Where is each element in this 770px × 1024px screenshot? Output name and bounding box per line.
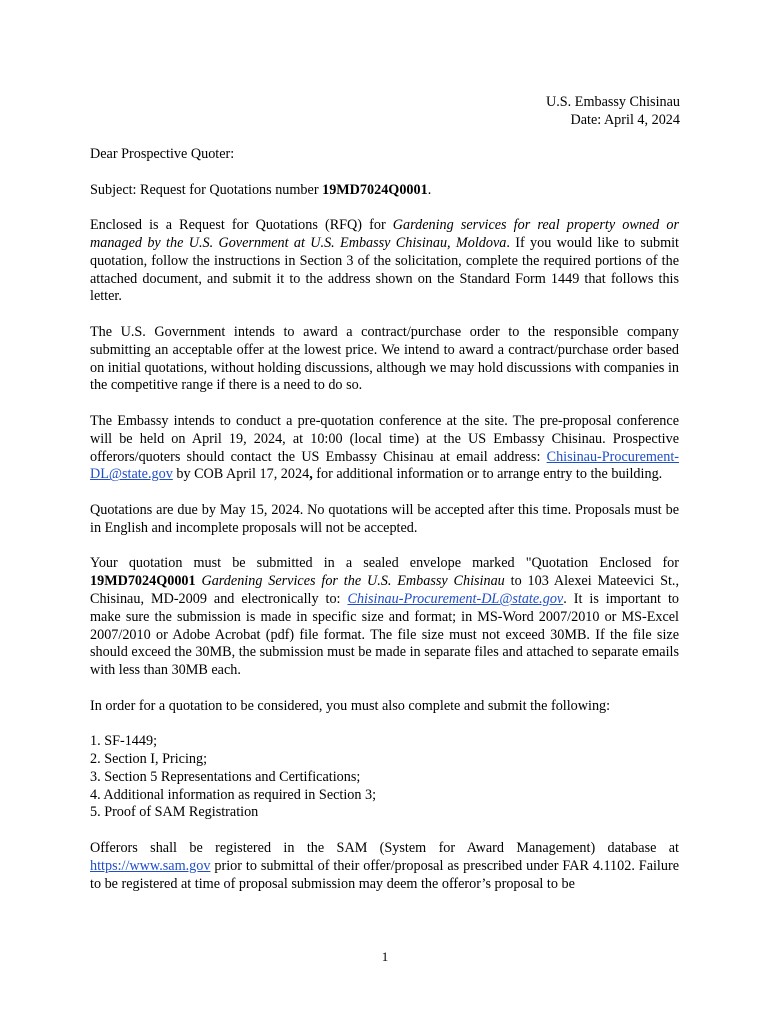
para3-text-a: The Embassy intends to conduct a pre-quotation conference at the site. The pre-proposal conference will be held on April 19, 2024, at 10:00 (local time) at the US Embassy Chisinau. Prospective offerors/quoters should contact the US Embassy Chisinau at email address:	[90, 412, 679, 465]
subject-prefix: Subject: Request for Quotations number	[90, 181, 323, 198]
letter-header	[546, 94, 680, 130]
embassy-name: U.S. Embassy Chisinau	[546, 94, 680, 110]
page-number: 1	[381, 949, 389, 964]
letter-date: Date: April 4, 2024	[570, 111, 680, 128]
paragraph-requirements-intro: In order for a quotation to be considered, you must also complete and submit the following:	[90, 697, 611, 714]
list-item: 1. SF-1449;	[90, 733, 158, 750]
service-description: Gardening services for real property owned or managed by the U.S. Government at U.S. Embassy Chisinau, Moldova	[90, 217, 680, 251]
paragraph-award-intent: The U.S. Government intends to award a contract/purchase order to the responsible company submitting an acceptable offer at the lowest price. We intend to award a contract/purchase order based on initial quotations, without holding discussions, although we may hold discussions with companies in the competitive range if there is a need to do so.	[90, 323, 679, 394]
letter-body	[90, 146, 679, 911]
paragraph-sam-registration	[90, 840, 679, 893]
list-item: 5. Proof of SAM Registration	[90, 804, 259, 821]
subject-suffix: .	[427, 181, 432, 198]
para7-text-b: prior to submittal of their offer/proposal as prescribed under FAR 4.1102. Failure to be registered at time of proposal submission may deem the offeror’s proposal to be	[90, 857, 679, 892]
paragraph-rfq-intro	[90, 217, 679, 306]
para5-rfq-number: 19MD7024Q0001	[90, 573, 196, 590]
list-item: 2. Section I, Pricing;	[90, 751, 208, 768]
paragraph-conference	[90, 413, 679, 484]
para5-text-a: Your quotation must be submitted in a sealed envelope marked "Quotation Enclosed for	[90, 555, 679, 572]
subject-line	[90, 182, 679, 200]
list-item: 4. Additional information as required in Section 3;	[90, 786, 377, 803]
salutation: Dear Prospective Quoter:	[90, 146, 235, 162]
rfq-number: 19MD7024Q0001	[322, 181, 428, 198]
sam-gov-link[interactable]: https://www.sam.gov	[90, 857, 211, 874]
paragraph-submission	[90, 555, 679, 680]
procurement-email-link-2[interactable]: Chisinau-Procurement-DL@state.gov	[347, 590, 564, 607]
para3-text-b: by COB April 17, 2024	[172, 466, 310, 483]
requirements-list	[90, 733, 679, 822]
para5-text-b: to 103 Alexei Mateevici St., Chisinau, MD-2009 and electronically to:	[90, 573, 680, 607]
para3-bold-comma: ,	[309, 466, 313, 483]
paragraph-due-date: Quotations are due by May 15, 2024. No quotations will be accepted after this time. Proposals must be in English and incomplete proposals will not be accepted.	[90, 501, 679, 536]
para5-text-c: . It is important to make sure the submission is made in specific size and format; in MS-Word 2007/2010 or MS-Excel 2007/2010 or Adobe Acrobat (pdf) file format. The file size must not exceed 30MB. If the file size should exceed the 30MB, the submission must be made in separate files and attached to separate emails with less than 30MB each.	[90, 590, 679, 679]
para5-service-title: Gardening Services for the U.S. Embassy Chisinau	[195, 573, 505, 590]
para1-text-b: . If you would like to submit quotation, follow the instructions in Section 3 of the solicitation, complete the required portions of the attached document, and submit it to the address shown on the Standard Form 1449 that follows this letter.	[90, 234, 679, 305]
para3-text-c: for additional information or to arrange entry to the building.	[312, 466, 663, 483]
list-item: 3. Section 5 Representations and Certifications;	[90, 768, 361, 785]
para7-text-a: Offerors shall be registered in the SAM (System for Award Management) database at	[90, 840, 679, 857]
procurement-email-link[interactable]: Chisinau-Procurement-DL@state.gov	[90, 448, 679, 483]
para1-text-a: Enclosed is a Request for Quotations (RFQ) for	[90, 217, 393, 234]
